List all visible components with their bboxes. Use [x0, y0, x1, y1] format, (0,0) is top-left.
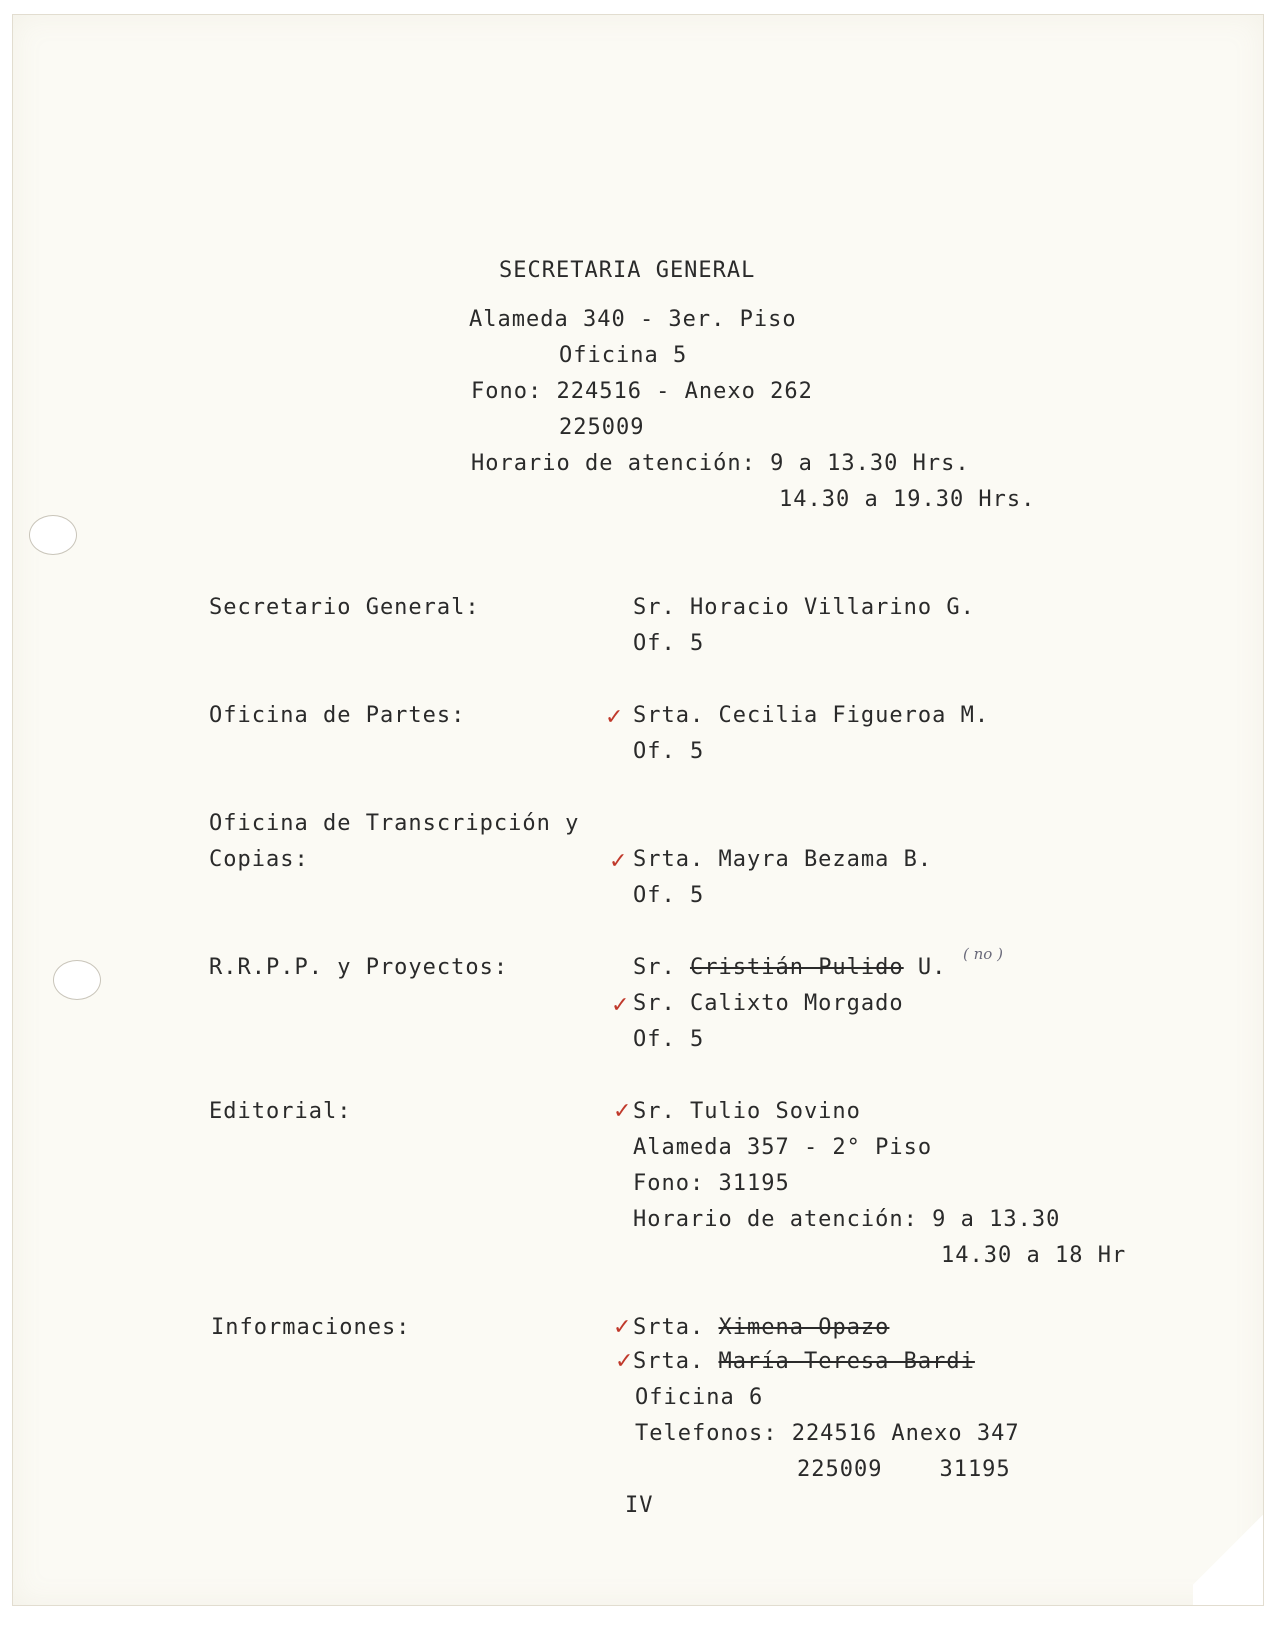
info-name1-prefix: Srta.	[633, 1315, 719, 1340]
entry-hours-editorial-1: Horario de atención: 9 a 13.30	[633, 1207, 1061, 1232]
rrpp-name-struck: Cristián Pulido	[689, 955, 904, 980]
document-title: SECRETARIA GENERAL	[499, 258, 756, 283]
entry-office-partes: Of. 5	[633, 739, 705, 764]
entry-label-transcripcion-1: Oficina de Transcripción y	[209, 811, 580, 836]
check-mark-icon: ✓	[605, 705, 624, 730]
entry-phones-informaciones-2: 225009 31195	[797, 1457, 1011, 1482]
check-mark-icon: ✓	[611, 993, 630, 1018]
check-mark-icon: ✓	[613, 1099, 632, 1124]
entry-hours-editorial-2: 14.30 a 18 Hr	[941, 1243, 1127, 1268]
torn-corner	[1193, 1495, 1263, 1605]
entry-label-transcripcion-2: Copias:	[209, 847, 309, 872]
document-page	[12, 14, 1264, 1606]
info-name2-prefix: Srta.	[633, 1349, 719, 1374]
entry-office-transcripcion: Of. 5	[633, 883, 705, 908]
rrpp-name-suffix: U.	[903, 955, 947, 980]
entry-office-secretario: Of. 5	[633, 631, 705, 656]
entry-name-partes: Srta. Cecilia Figueroa M.	[633, 703, 990, 728]
entry-name-informaciones-1	[633, 1315, 889, 1341]
entry-name-rrpp-1	[633, 955, 946, 981]
entry-label-partes: Oficina de Partes:	[209, 703, 466, 728]
info-name2-struck: María Teresa Bardi	[718, 1349, 975, 1374]
check-mark-icon: ✓	[609, 849, 628, 874]
header-office: Oficina 5	[559, 343, 688, 368]
page-number: IV	[625, 1493, 654, 1518]
entry-name-transcripcion: Srta. Mayra Bezama B.	[633, 847, 933, 872]
entry-name-secretario: Sr. Horacio Villarino G.	[633, 595, 975, 620]
header-hours-1: Horario de atención: 9 a 13.30 Hrs.	[471, 451, 970, 476]
check-mark-icon: ✓	[615, 1349, 634, 1374]
entry-label-secretario: Secretario General:	[209, 595, 480, 620]
punch-hole-bottom	[53, 960, 101, 1000]
header-phone: Fono: 224516 - Anexo 262	[471, 379, 813, 404]
entry-label-informaciones: Informaciones:	[211, 1315, 411, 1340]
info-name1-struck: Ximena Opazo	[718, 1315, 890, 1340]
entry-office-informaciones: Oficina 6	[635, 1385, 764, 1410]
punch-hole-top	[29, 515, 77, 555]
check-mark-icon: ✓	[613, 1315, 632, 1340]
entry-name-rrpp-2: Sr. Calixto Morgado	[633, 991, 904, 1016]
entry-phones-informaciones-1: Telefonos: 224516 Anexo 347	[635, 1421, 1020, 1446]
handwritten-note: ( no )	[963, 945, 1003, 963]
entry-label-rrpp: R.R.P.P. y Proyectos:	[209, 955, 509, 980]
header-phone-2: 225009	[559, 415, 645, 440]
rrpp-name-prefix: Sr.	[633, 955, 690, 980]
entry-phone-editorial: Fono: 31195	[633, 1171, 790, 1196]
entry-name-editorial: Sr. Tulio Sovino	[633, 1099, 861, 1124]
entry-address-editorial: Alameda 357 - 2° Piso	[633, 1135, 933, 1160]
header-hours-2: 14.30 a 19.30 Hrs.	[779, 487, 1036, 512]
header-address: Alameda 340 - 3er. Piso	[469, 307, 797, 332]
entry-name-informaciones-2	[633, 1349, 975, 1375]
entry-label-editorial: Editorial:	[209, 1099, 352, 1124]
entry-office-rrpp: Of. 5	[633, 1027, 705, 1052]
